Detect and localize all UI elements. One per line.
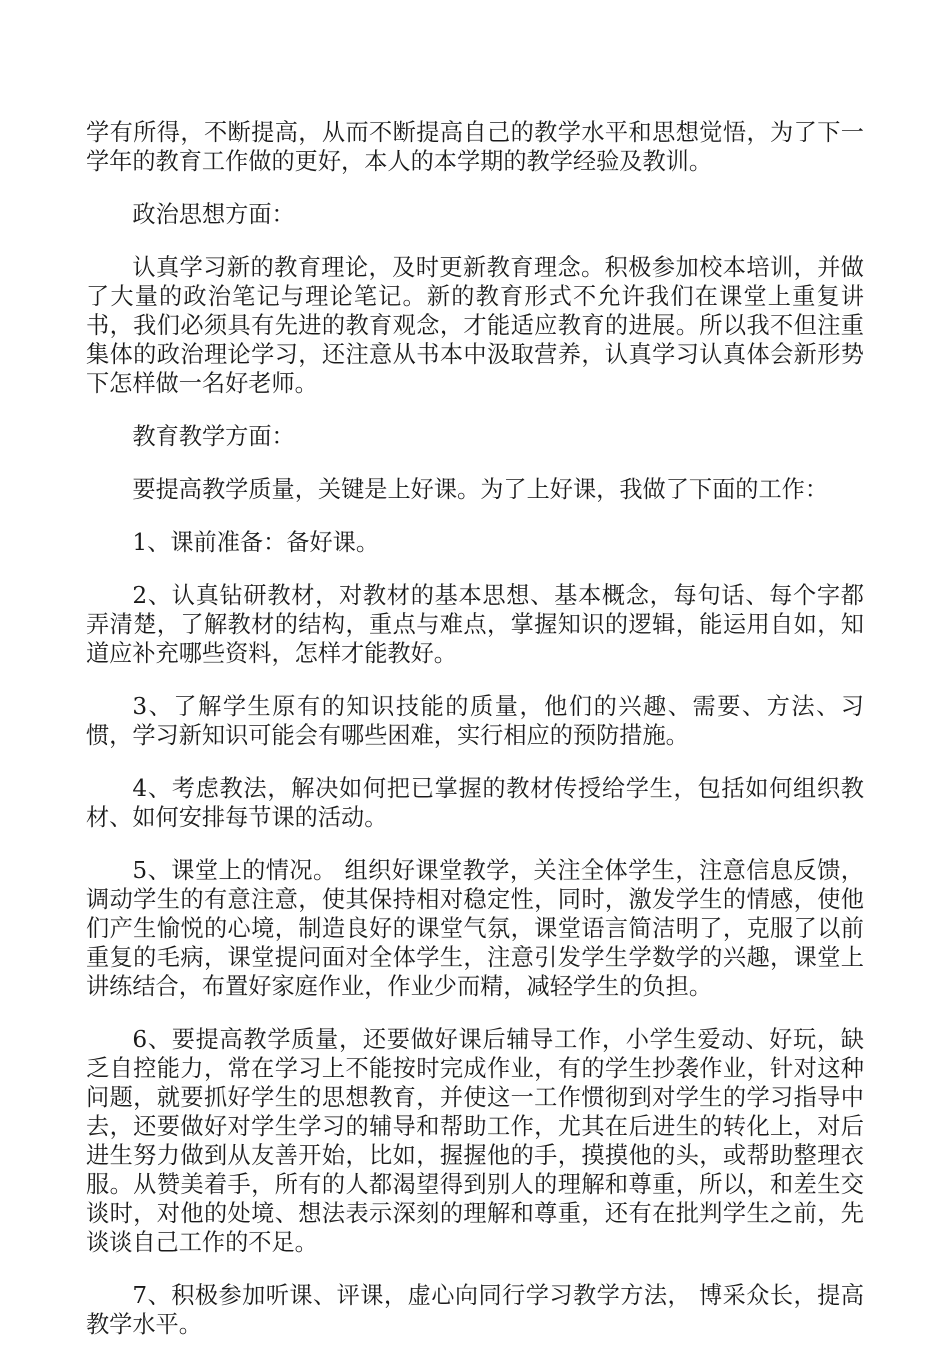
document-body bbox=[86, 118, 864, 1363]
list-item-4: 4、考虑教法，解决如何把已掌握的教材传授给学生，包括如何组织教材、如何安排每节课的活动。 bbox=[86, 775, 864, 831]
section-heading-political: 政治思想方面： bbox=[132, 201, 295, 228]
list-item-2: 2、认真钻研教材，对教材的基本思想、基本概念，每句话、每个字都弄清楚，了解教材的结构，重点与难点，掌握知识的逻辑，能运用自如，知道应补充哪些资料，怎样才能教好。 bbox=[86, 582, 864, 667]
list-item-1: 1、课前准备：备好课。 bbox=[132, 529, 380, 556]
paragraph-intro-continuation: 学有所得，不断提高，从而不断提高自己的教学水平和思想觉悟，为了下一学年的教育工作做的更好，本人的本学期的教学经验及教训。 bbox=[86, 119, 864, 175]
list-item-5: 5、课堂上的情况。 组织好课堂教学，关注全体学生，注意信息反馈，调动学生的有意注意，使其保持相对稳定性，同时，激发学生的情感，使他们产生愉悦的心境，制造良好的课堂气氛，课堂语言简洁明了，克服了以前重复的毛病，课堂提问面对全体学生，注意引发学生学数学的兴趣，课堂上讲练结合，布置好家庭作业，作业少而精，减轻学生的负担。 bbox=[86, 857, 864, 1000]
list-item-3: 3、了解学生原有的知识技能的质量，他们的兴趣、需要、方法、习惯，学习新知识可能会有哪些困难，实行相应的预防措施。 bbox=[86, 693, 864, 749]
section-heading-teaching: 教育教学方面： bbox=[132, 423, 295, 450]
list-item-7: 7、积极参加听课、评课，虚心向同行学习教学方法， 博采众长，提高教学水平。 bbox=[86, 1282, 864, 1338]
paragraph-teaching-intro: 要提高教学质量，关键是上好课。为了上好课，我做了下面的工作： bbox=[132, 476, 829, 503]
paragraph-political: 认真学习新的教育理论，及时更新教育理念。积极参加校本培训，并做了大量的政治笔记与理论笔记。新的教育形式不允许我们在课堂上重复讲书，我们必须具有先进的教育观念，才能适应教育的进展。所以我不但注重集体的政治理论学习，还注意从书本中汲取营养，认真学习认真体会新形势下怎样做一名好老师。 bbox=[86, 254, 864, 397]
list-item-6: 6、要提高教学质量，还要做好课后辅导工作，小学生爱动、好玩，缺乏自控能力，常在学习上不能按时完成作业，有的学生抄袭作业，针对这种问题，就要抓好学生的思想教育，并使这一工作惯彻到对学生的学习指导中去，还要做好对学生学习的辅导和帮助工作，尤其在后进生的转化上，对后进生努力做到从友善开始，比如，握握他的手，摸摸他的头，或帮助整理衣服。从赞美着手，所有的人都渴望得到别人的理解和尊重，所以，和差生交谈时，对他的处境、想法表示深刻的理解和尊重，还有在批判学生之前，先谈谈自己工作的不足。 bbox=[86, 1026, 864, 1256]
